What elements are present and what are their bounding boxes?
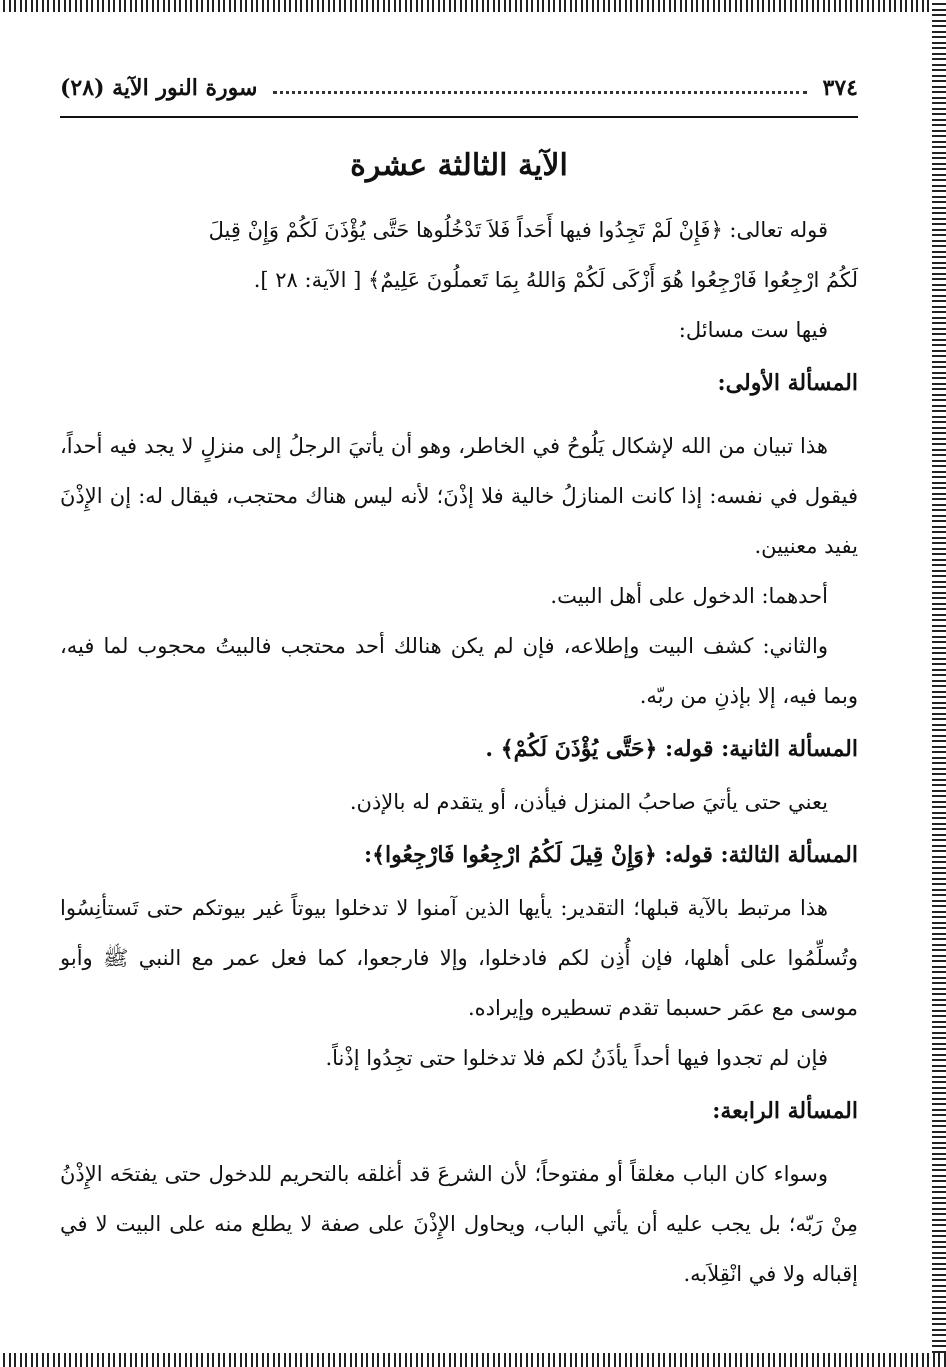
issue-2-quote: ﴿حَتَّى يُؤْذَنَ لَكُمْ﴾ . <box>485 736 658 762</box>
issue-3-paragraph-1: هذا مرتبط بالآية قبلها؛ التقدير: يأيها الذين آمنوا لا تدخلوا بيوتاً غير بيوتكم حتى تَستأنِسُوا وتُسلِّمُوا على أهلها، فإن أُذِن لكم فادخلوا، وإلا فارجعوا، كما فعل عمر مع النبي ﷺ وأبو موسى مع عمَر حسبما تقدم تسطيره وإيراده. <box>60 896 858 1020</box>
issue-2-heading <box>60 721 858 777</box>
border-right <box>932 0 946 1367</box>
issue-1-paragraph-1: هذا تبيان من الله لإشكال يَلُوحُ في الخاطر، وهو أن يأتيَ الرجلُ إلى منزلٍ لا يجد فيه أحداً، فيقول في نفسه: إذا كانت المنازلُ خالية فلا إذْنَ؛ لأنه ليس هناك محتجب، فيقال له: إن الإِذْنَ يفيد معنيين. <box>60 434 858 558</box>
issue-1-paragraph-3: والثاني: كشف البيت وإطلاعه، فإن لم يكن هنالك أحد محتجب فالبيتُ محجوب لما فيه، وبما فيه، إلا بإذنِ من ربّه. <box>60 634 858 708</box>
issue-3-paragraph-2: فإن لم تجدوا فيها أحداً يأذَنُ لكم فلا تدخلوا حتى تجِدُوا إذْناً. <box>325 1046 828 1070</box>
issue-3-quote: ﴿وَإِنْ قِيلَ لَكُمُ ارْجِعُوا فَارْجِعُوا﴾: <box>364 842 657 868</box>
page-number: ٣٧٤ <box>822 75 858 101</box>
issue-2-paragraph-1: يعني حتى يأتيَ صاحبُ المنزل فيأذن، أو يتقدم له بالإذن. <box>349 790 828 814</box>
issue-4-heading: المسألة الرابعة: <box>712 1098 858 1124</box>
section-title: الآية الثالثة عشرة <box>350 148 568 183</box>
issue-1-heading: المسألة الأولى: <box>717 370 858 396</box>
intro-line-1: قوله تعالى: ﴿فَإِنْ لَمْ تَجِدُوا فيها أَحَداً فَلاَ تَدْخُلُوها حَتَّى يُؤْذَنَ لَكُمْ وَإِنْ قِيلَ <box>208 218 828 242</box>
intro-line-3: فيها ست مسائل: <box>678 318 828 342</box>
border-bottom <box>0 1353 946 1367</box>
issue-3-heading <box>60 827 858 883</box>
page-content <box>60 60 858 1299</box>
running-header <box>60 60 858 118</box>
border-top <box>0 0 946 12</box>
issue-2-heading-label: المسألة الثانية: قوله: <box>664 736 858 762</box>
issue-4-paragraph-1: وسواء كان الباب مغلقاً أو مفتوحاً؛ لأن الشرعَ قد أغلقه بالتحريم للدخول حتى يفتحَه الإِذْنُ مِنْ رَبّه؛ بل يجب عليه أن يأتي الباب، ويحاول الإِذْنَ على صفة لا يطلع منه على البيت لا في إقباله ولا في انْقِلاَبه. <box>60 1162 858 1286</box>
header-dots <box>273 91 806 94</box>
issue-1-paragraph-2: أحدهما: الدخول على أهل البيت. <box>550 584 828 608</box>
issue-3-heading-label: المسألة الثالثة: قوله: <box>664 842 858 868</box>
intro-line-2: لَكُمُ ارْجِعُوا فَارْجِعُوا هُوَ أَزْكَى لَكُمْ وَاللهُ بِمَا تَعملُونَ عَلِيمٌ﴾ [ الآية: ٢٨ ]. <box>253 268 858 292</box>
running-title: سورة النور الآية (٢٨) <box>60 75 258 101</box>
